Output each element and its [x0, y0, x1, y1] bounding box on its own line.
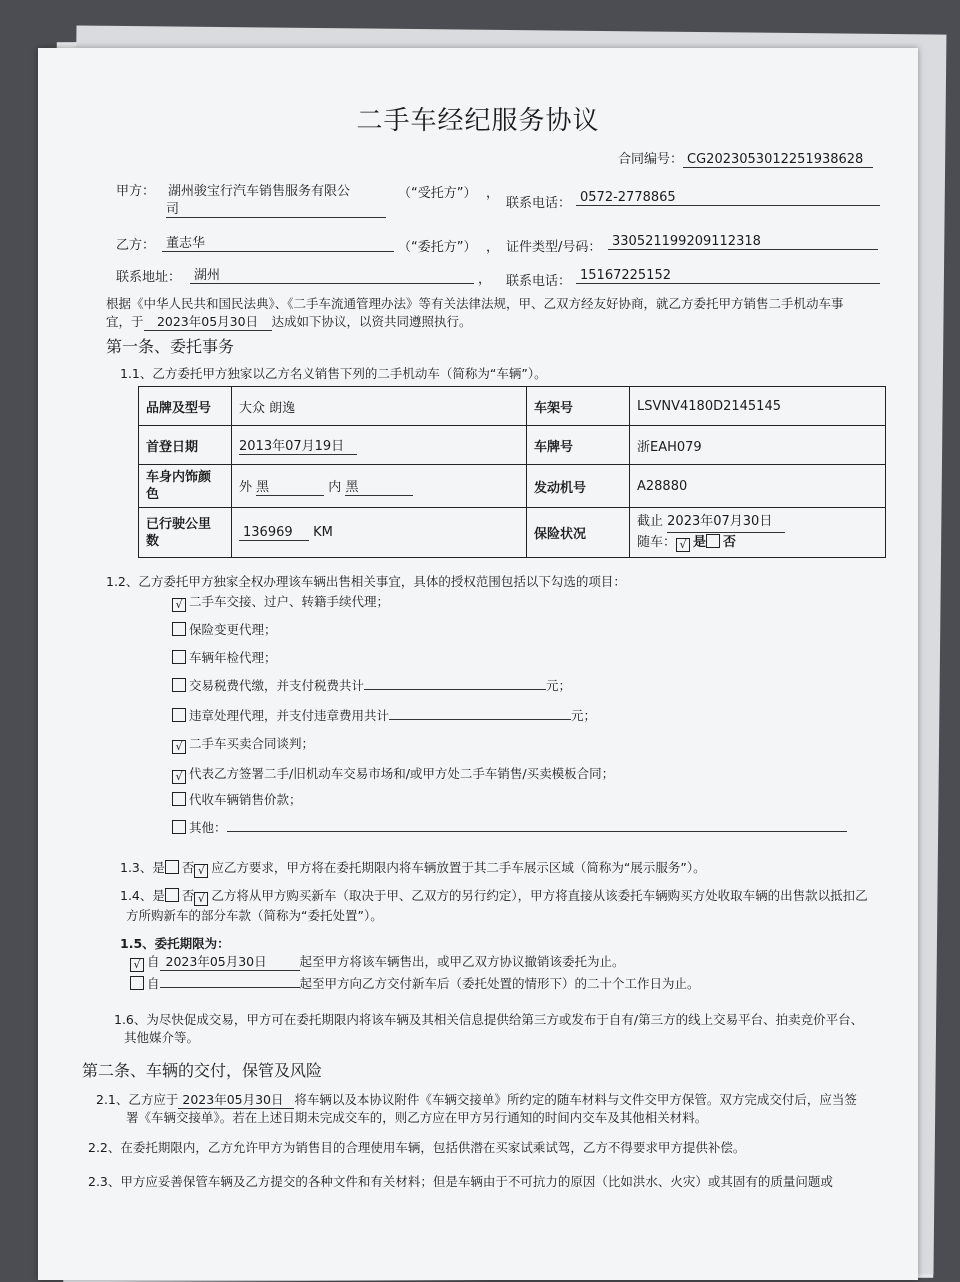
agreement-date: 2023年05月30日: [144, 312, 272, 331]
clause-2-1-cont: 署《车辆交接单》。若在上述日期未完成交车的，则乙方应在甲方另行通知的时间内交车及其他相关材料。: [126, 1110, 708, 1125]
insurance-label: 保险状况: [527, 508, 630, 558]
exterior-color: 黑: [256, 476, 324, 496]
party-b-id: 330521199209112318: [608, 234, 878, 250]
delivery-date: 2023年05月30日: [178, 1090, 294, 1109]
scope-checkbox[interactable]: √: [172, 740, 186, 754]
term-option-2-checkbox[interactable]: [130, 976, 144, 990]
scope-checkbox[interactable]: [172, 820, 186, 834]
scope-item: √ 二手车交接、过户、转籍手续代理；: [172, 592, 389, 612]
clause-1-1: 1.1、乙方委托甲方独家以乙方名义销售下列的二手机动车（简称为“车辆”）。: [120, 366, 547, 381]
scope-item: √ 代表乙方签署二手/旧机动车交易市场和/或甲方处二手车销售/买卖模板合同；: [172, 764, 614, 784]
vin-value: LSVNV4180D2145145: [630, 387, 886, 426]
party-a-label: 甲方：: [116, 184, 156, 199]
scope-item: 代收车辆销售价款；: [172, 790, 302, 808]
table-row: 车身内饰颜 色 外 黑 内 黑 发动机号 A28880: [139, 465, 886, 508]
with-car-yes-checkbox[interactable]: √: [676, 538, 690, 552]
section2-heading: 第二条、车辆的交付，保管及风险: [82, 1061, 323, 1080]
clause-1-6-cont: 其他媒介等。: [124, 1030, 200, 1045]
clause-1-5: 1.5、委托期限为：: [120, 936, 230, 951]
scope-item: 交易税费代缴，并支付税费共计 元；: [172, 676, 571, 694]
scope-checkbox[interactable]: [172, 792, 186, 806]
clause-2-1: 2.1、乙方应于 2023年05月30日 将车辆以及本协议附件《车辆交接单》所约定的随车材料与文件交甲方保管。双方完成交付后，应当签: [96, 1092, 857, 1107]
scope-checkbox[interactable]: [172, 678, 186, 692]
vehicle-info-table: [138, 386, 886, 558]
term-start-date: 2023年05月30日: [160, 952, 300, 971]
party-a-phone-label: 联系电话：: [506, 196, 572, 211]
table-row: [139, 387, 886, 426]
scope-checkbox[interactable]: √: [172, 598, 186, 612]
clause-1-3: 1.3、是 否 √ 应乙方要求，甲方将在委托期限内将车辆放置于其二手车展示区域（简称为“展示服务”）。: [120, 860, 706, 877]
party-b-address: 湖州: [190, 264, 474, 284]
party-a-name-line2: 司: [166, 198, 386, 218]
vin-label: 车架号: [527, 387, 630, 426]
table-row: [139, 426, 886, 465]
interior-color: 黑: [345, 476, 413, 496]
plate-value: 浙EAH079: [630, 426, 886, 465]
section1-heading: 第一条、委托事务: [106, 337, 235, 356]
party-b-phone: 15167225152: [576, 268, 880, 284]
party-b-address-label: 联系地址：: [116, 270, 182, 285]
engine-value: A28880: [630, 465, 886, 508]
party-b-name: 董志华: [162, 232, 394, 252]
plate-label: 车牌号: [527, 426, 630, 465]
term-option-1: √ 自 2023年05月30日 起至甲方将该车辆售出，或甲乙双方协议撤销该委托为止。: [130, 952, 625, 972]
scope-checkbox[interactable]: [172, 650, 186, 664]
party-a-role: （“受托方”）: [398, 186, 477, 201]
scope-item: 其他：: [172, 818, 847, 836]
clause-1-2: 1.2、乙方委托甲方独家全权办理该车辆出售相关事宜，具体的授权范围包括以下勾选的项目：: [106, 574, 626, 589]
term-option-1-checkbox[interactable]: √: [130, 958, 144, 972]
party-b-id-label: 证件类型/号码：: [506, 240, 602, 255]
table-row: 已行驶公里 数 136969 KM 保险状况 截止 2023年07月30日 随车： √ 是 否: [139, 508, 886, 558]
clause-1-3-yes-checkbox[interactable]: [165, 860, 179, 874]
insurance-date: 2023年07月30日: [667, 512, 785, 533]
mileage-value: 136969: [239, 525, 309, 541]
color-label: 车身内饰颜 色: [139, 465, 232, 508]
clause-1-4-yes-checkbox[interactable]: [165, 888, 179, 902]
scope-item: 车辆年检代理；: [172, 648, 277, 666]
preamble-line1: 根据《中华人民共和国民法典》、《二手车流通管理办法》等有关法律法规，甲、乙双方经友好协商，就乙方委托甲方销售二手机动车事: [106, 296, 844, 311]
clause-1-4-cont: 方所购新车的部分车款（简称为“委托处置”）。: [126, 908, 383, 923]
scope-item: 违章处理代理，并支付违章费用共计 元；: [172, 706, 596, 724]
term-option-2: 自 起至甲方向乙方交付新车后（委托处置的情形下）的二十个工作日为止。: [130, 974, 700, 992]
clause-1-3-no-checkbox[interactable]: √: [194, 864, 208, 878]
reg-date-value: 2013年07月19日: [239, 435, 357, 455]
scope-checkbox[interactable]: [172, 708, 186, 722]
scope-item: √ 二手车买卖合同谈判；: [172, 734, 314, 754]
contract-number: 合同编号： CG2023053012251938628: [618, 148, 873, 168]
mileage-label: 已行驶公里 数: [139, 508, 232, 558]
party-a-name-line1: 湖州骏宝行汽车销售服务有限公: [168, 184, 351, 199]
brand-label: 品牌及型号: [139, 387, 232, 426]
scope-checkbox[interactable]: [172, 622, 186, 636]
clause-1-4-no-checkbox[interactable]: √: [194, 892, 208, 906]
party-b-label: 乙方：: [116, 238, 156, 253]
party-b-phone-label: 联系电话：: [506, 274, 572, 289]
scope-item: 保险变更代理；: [172, 620, 277, 638]
document-title: 二手车经纪服务协议: [356, 106, 600, 136]
party-a-phone: 0572-2778865: [576, 190, 880, 206]
clause-2-2: 2.2、在委托期限内，乙方允许甲方为销售目的合理使用车辆，包括供潜在买家试乘试驾，乙方不得要求甲方提供补偿。: [88, 1140, 746, 1155]
other-field[interactable]: [227, 819, 847, 832]
document-page: 二手车经纪服务协议 合同编号： CG2023053012251938628 甲方： 湖州骏宝行汽车销售服务有限公 司 （“受托方”） ， 联系电话： 0572-2778865 乙方： 董志华 （“委托方”） ， 证件类型/号码： 330521199209112318 联系地址： 湖州 ， 联系电话： 15167225152 根据《中华人民共和国民法典》、《二手车流通管理办法》等有关法律法规，甲、乙双方经友好协商，就乙方委托甲方销售二手机动车事 宜，于 2023年05月30日 达成如下协议，以资共同遵照执行。 第一条、委托事务 1.1、乙方委托甲方独家以乙方名义销售下列的二手机动车（简称为“车辆”）。 品牌及型号 大众 朗逸 车架号 LSVNV4180D2145145 首登日期 2013年07月19日 车牌号 浙EAH079 车身内饰颜 色 外 黑 内 黑 发动机号 A28880 已行驶公里 数 136969 KM 保险状况 截止 2023年07月30日 随车： √ 是 否 1.2、乙方委托甲方独家全权办理该车辆出售相关事宜，具体的授权范围包括以下勾选的项目： √ 二手车交接、过户、转籍手续代理； 保险变更代理； 车辆年检代理； 交易税费代缴，并支付税费共计 元； 违章处理代理，并支付违章费用共计 元； √ 二手车买卖合同谈判； √ 代表乙方签署二手/旧机动车交易市场和/或甲方处二手车销售/买卖模板合同； 代收车辆销售价款； 其他： 1.3、是 否 √ 应乙方要求，甲方将在委托期限内将车辆放置于其二手车展示区域（简称为“展示服务”）。 1.4、是 否 √ 乙方将从甲方购买新车（取决于甲、乙双方的另行约定），甲方将直接从该委托车辆购买方处收取车辆的出售款以抵扣乙 方所购新车的部分车款（简称为“委托处置”）。 1.5、委托期限为： √ 自 2023年05月30日 起至甲方将该车辆售出，或甲乙双方协议撤销该委托为止。 自 起至甲方向乙方交付新车后（委托处置的情形下）的二十个工作日为止。 1.6、为尽快促成交易，甲方可在委托期限内将该车辆及其相关信息提供给第三方或发布于自有/第三方的线上交易平台、拍卖竞价平台、 其他媒介等。 第二条、车辆的交付，保管及风险 2.1、乙方应于 2023年05月30日 将车辆以及本协议附件《车辆交接单》所约定的随车材料与文件交甲方保管。双方完成交付后，应当签 署《车辆交接单》。若在上述日期未完成交车的，则乙方应在甲方另行通知的时间内交车及其他相关材料。 2.2、在委托期限内，乙方允许甲方为销售目的合理使用车辆，包括供潜在买家试乘试驾，乙方不得要求甲方提供补偿。 2.3、甲方应妥善保管车辆及乙方提交的各种文件和有关材料；但是车辆由于不可抗力的原因（比如洪水、火灾）或其固有的质量问题或: [38, 48, 918, 1280]
clause-1-4: 1.4、是 否 √ 乙方将从甲方购买新车（取决于甲、乙双方的另行约定），甲方将直接从该委托车辆购买方处收取车辆的出售款以抵扣乙: [120, 888, 868, 905]
scope-checkbox[interactable]: √: [172, 770, 186, 784]
preamble-line2: 宜，于 2023年05月30日 达成如下协议，以资共同遵照执行。: [106, 314, 472, 329]
clause-1-6: 1.6、为尽快促成交易，甲方可在委托期限内将该车辆及其相关信息提供给第三方或发布于自有/第三方的线上交易平台、拍卖竞价平台、: [114, 1012, 864, 1027]
with-car-no-checkbox[interactable]: [706, 534, 720, 548]
brand-value: 大众 朗逸: [232, 387, 527, 426]
clause-2-3: 2.3、甲方应妥善保管车辆及乙方提交的各种文件和有关材料；但是车辆由于不可抗力的原因（比如洪水、火灾）或其固有的质量问题或: [88, 1174, 833, 1189]
contract-number-value: CG2023053012251938628: [683, 152, 873, 168]
reg-date-label: 首登日期: [139, 426, 232, 465]
party-b-role: （“委托方”）: [398, 240, 477, 255]
engine-label: 发动机号: [527, 465, 630, 508]
